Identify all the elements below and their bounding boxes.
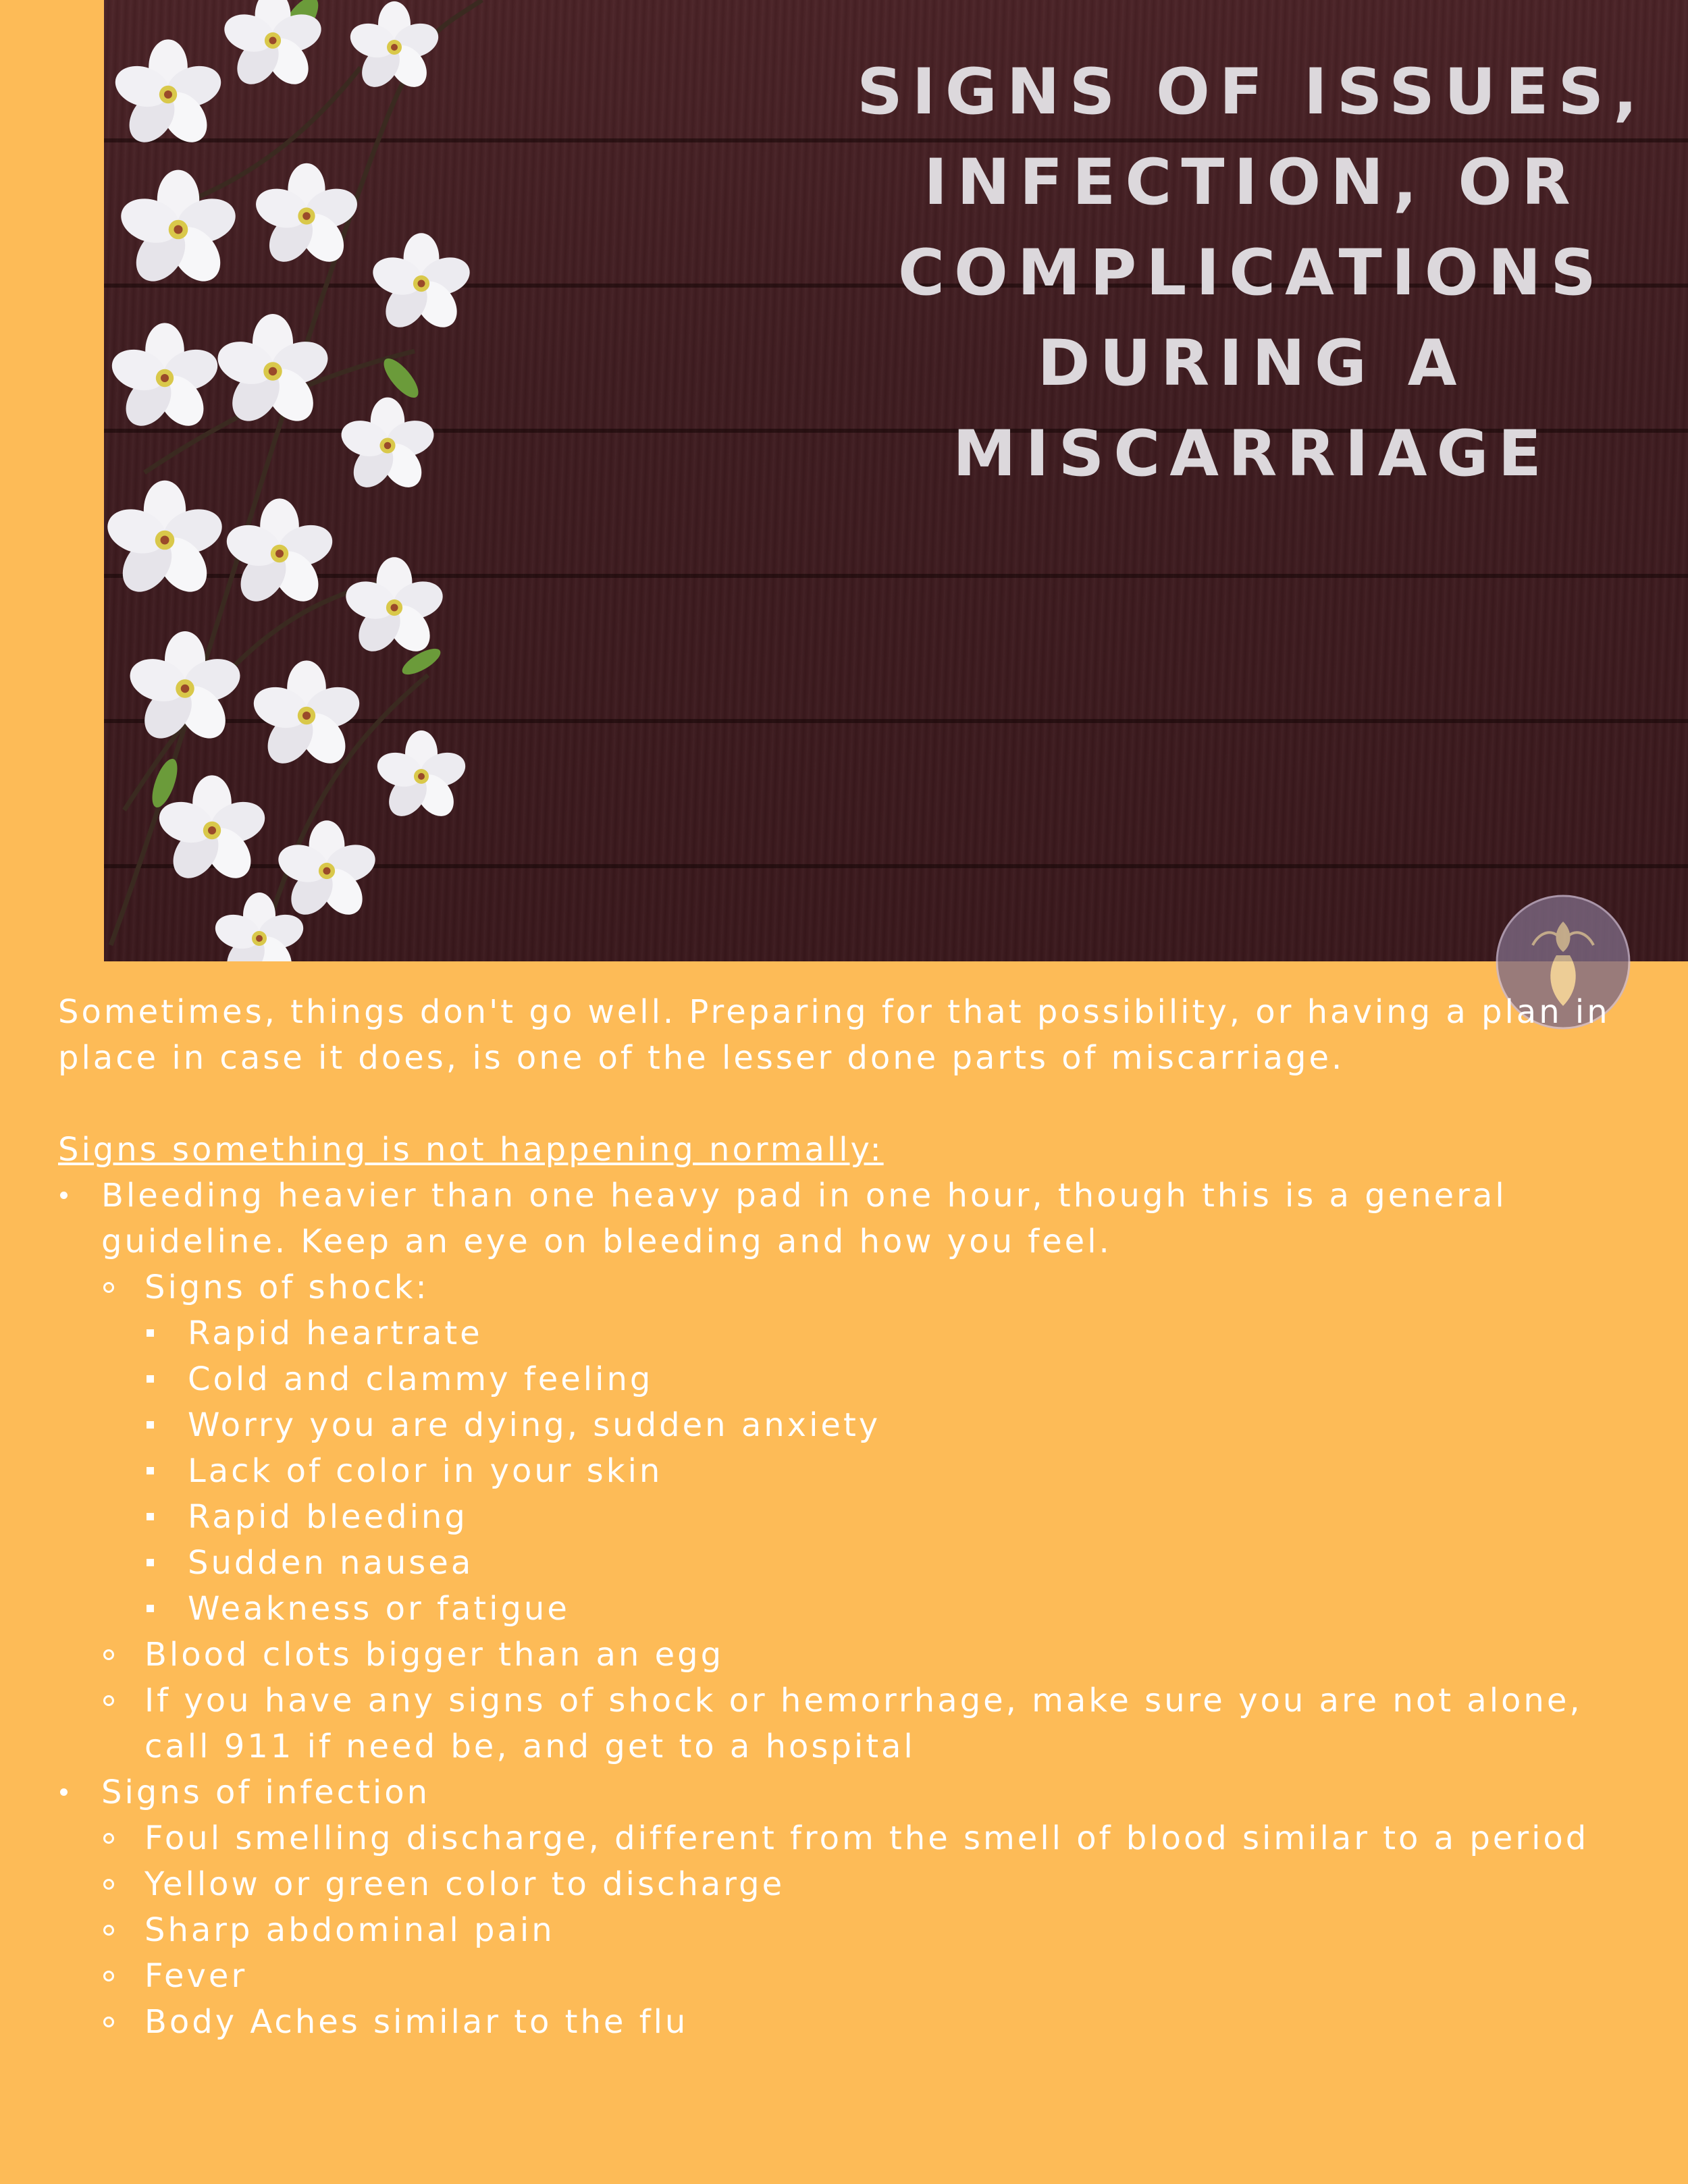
list-item bbox=[101, 1815, 1631, 1861]
list-item bbox=[101, 1632, 1631, 1678]
list-item-text: Rapid bleeding bbox=[188, 1498, 468, 1536]
square-bullet-icon bbox=[144, 1494, 188, 1540]
infection-signs-list bbox=[101, 1815, 1631, 2045]
list-item bbox=[144, 1402, 1631, 1448]
list-item bbox=[101, 1999, 1631, 2045]
section-heading: Signs something is not happening normally: bbox=[58, 1131, 884, 1169]
signs-list bbox=[58, 1173, 1631, 2045]
circle-bullet-icon bbox=[101, 1861, 144, 1907]
square-bullet-icon bbox=[144, 1310, 188, 1356]
circle-bullet-icon bbox=[101, 1678, 144, 1724]
square-bullet-icon bbox=[144, 1540, 188, 1586]
square-bullet-icon bbox=[144, 1448, 188, 1494]
list-item bbox=[58, 1173, 1631, 1769]
list-item bbox=[101, 1953, 1631, 1999]
circle-bullet-icon bbox=[101, 1953, 144, 1999]
sub-list bbox=[101, 1264, 1631, 1769]
square-bullet-icon bbox=[144, 1586, 188, 1632]
list-item-text: Cold and clammy feeling bbox=[188, 1360, 654, 1398]
square-bullet-icon bbox=[144, 1356, 188, 1402]
list-item-text: If you have any signs of shock or hemorrhage, make sure you are not alone, call 911 if need be, and get to a hospital bbox=[144, 1682, 1583, 1765]
list-item-text: Sharp abdominal pain bbox=[144, 1911, 555, 1949]
page-title: SIGNS OF ISSUES, INFECTION, OR COMPLICATIONS DURING A MISCARRIAGE bbox=[857, 55, 1647, 491]
list-item bbox=[144, 1356, 1631, 1402]
list-item bbox=[101, 1264, 1631, 1632]
list-item bbox=[144, 1494, 1631, 1540]
list-item-text: Rapid heartrate bbox=[188, 1314, 483, 1352]
square-bullet-icon bbox=[144, 1402, 188, 1448]
shock-signs-list bbox=[144, 1310, 1631, 1632]
circle-bullet-icon bbox=[101, 1815, 144, 1861]
list-item-text: Signs of infection bbox=[101, 1774, 431, 1811]
blossom-illustration bbox=[104, 0, 590, 961]
list-item-text: Blood clots bigger than an egg bbox=[144, 1636, 724, 1674]
list-item bbox=[144, 1540, 1631, 1586]
list-item bbox=[101, 1861, 1631, 1907]
list-item-text: Body Aches similar to the flu bbox=[144, 2003, 689, 2041]
disc-bullet-icon bbox=[58, 1769, 101, 1815]
list-item bbox=[144, 1448, 1631, 1494]
list-item-text: Sudden nausea bbox=[188, 1544, 474, 1582]
intro-paragraph: Sometimes, things don't go well. Preparing for that possibility, or having a plan in place in case it does, is one of the lesser done parts of miscarriage. bbox=[58, 993, 1610, 1077]
header-banner bbox=[104, 0, 1688, 961]
list-item-text: Foul smelling discharge, different from the smell of blood similar to a period bbox=[144, 1819, 1589, 1857]
list-item-text: Lack of color in your skin bbox=[188, 1452, 663, 1490]
list-item bbox=[144, 1310, 1631, 1356]
list-item-text: Fever bbox=[144, 1957, 248, 1995]
list-item bbox=[101, 1907, 1631, 1953]
list-item bbox=[144, 1586, 1631, 1632]
list-item-text: Worry you are dying, sudden anxiety bbox=[188, 1406, 881, 1444]
list-item bbox=[58, 1769, 1631, 2045]
list-item-text: Weakness or fatigue bbox=[188, 1590, 570, 1628]
list-item-text: Signs of shock: bbox=[144, 1269, 429, 1306]
list-item bbox=[101, 1678, 1631, 1769]
document-body bbox=[58, 989, 1631, 2045]
list-item-text: Bleeding heavier than one heavy pad in one hour, though this is a general guideline. Keep an eye on bleeding and how you feel. bbox=[101, 1177, 1507, 1260]
circle-bullet-icon bbox=[101, 1999, 144, 2045]
circle-bullet-icon bbox=[101, 1632, 144, 1678]
disc-bullet-icon bbox=[58, 1173, 101, 1219]
list-item-text: Yellow or green color to discharge bbox=[144, 1865, 785, 1903]
circle-bullet-icon bbox=[101, 1907, 144, 1953]
circle-bullet-icon bbox=[101, 1264, 144, 1310]
